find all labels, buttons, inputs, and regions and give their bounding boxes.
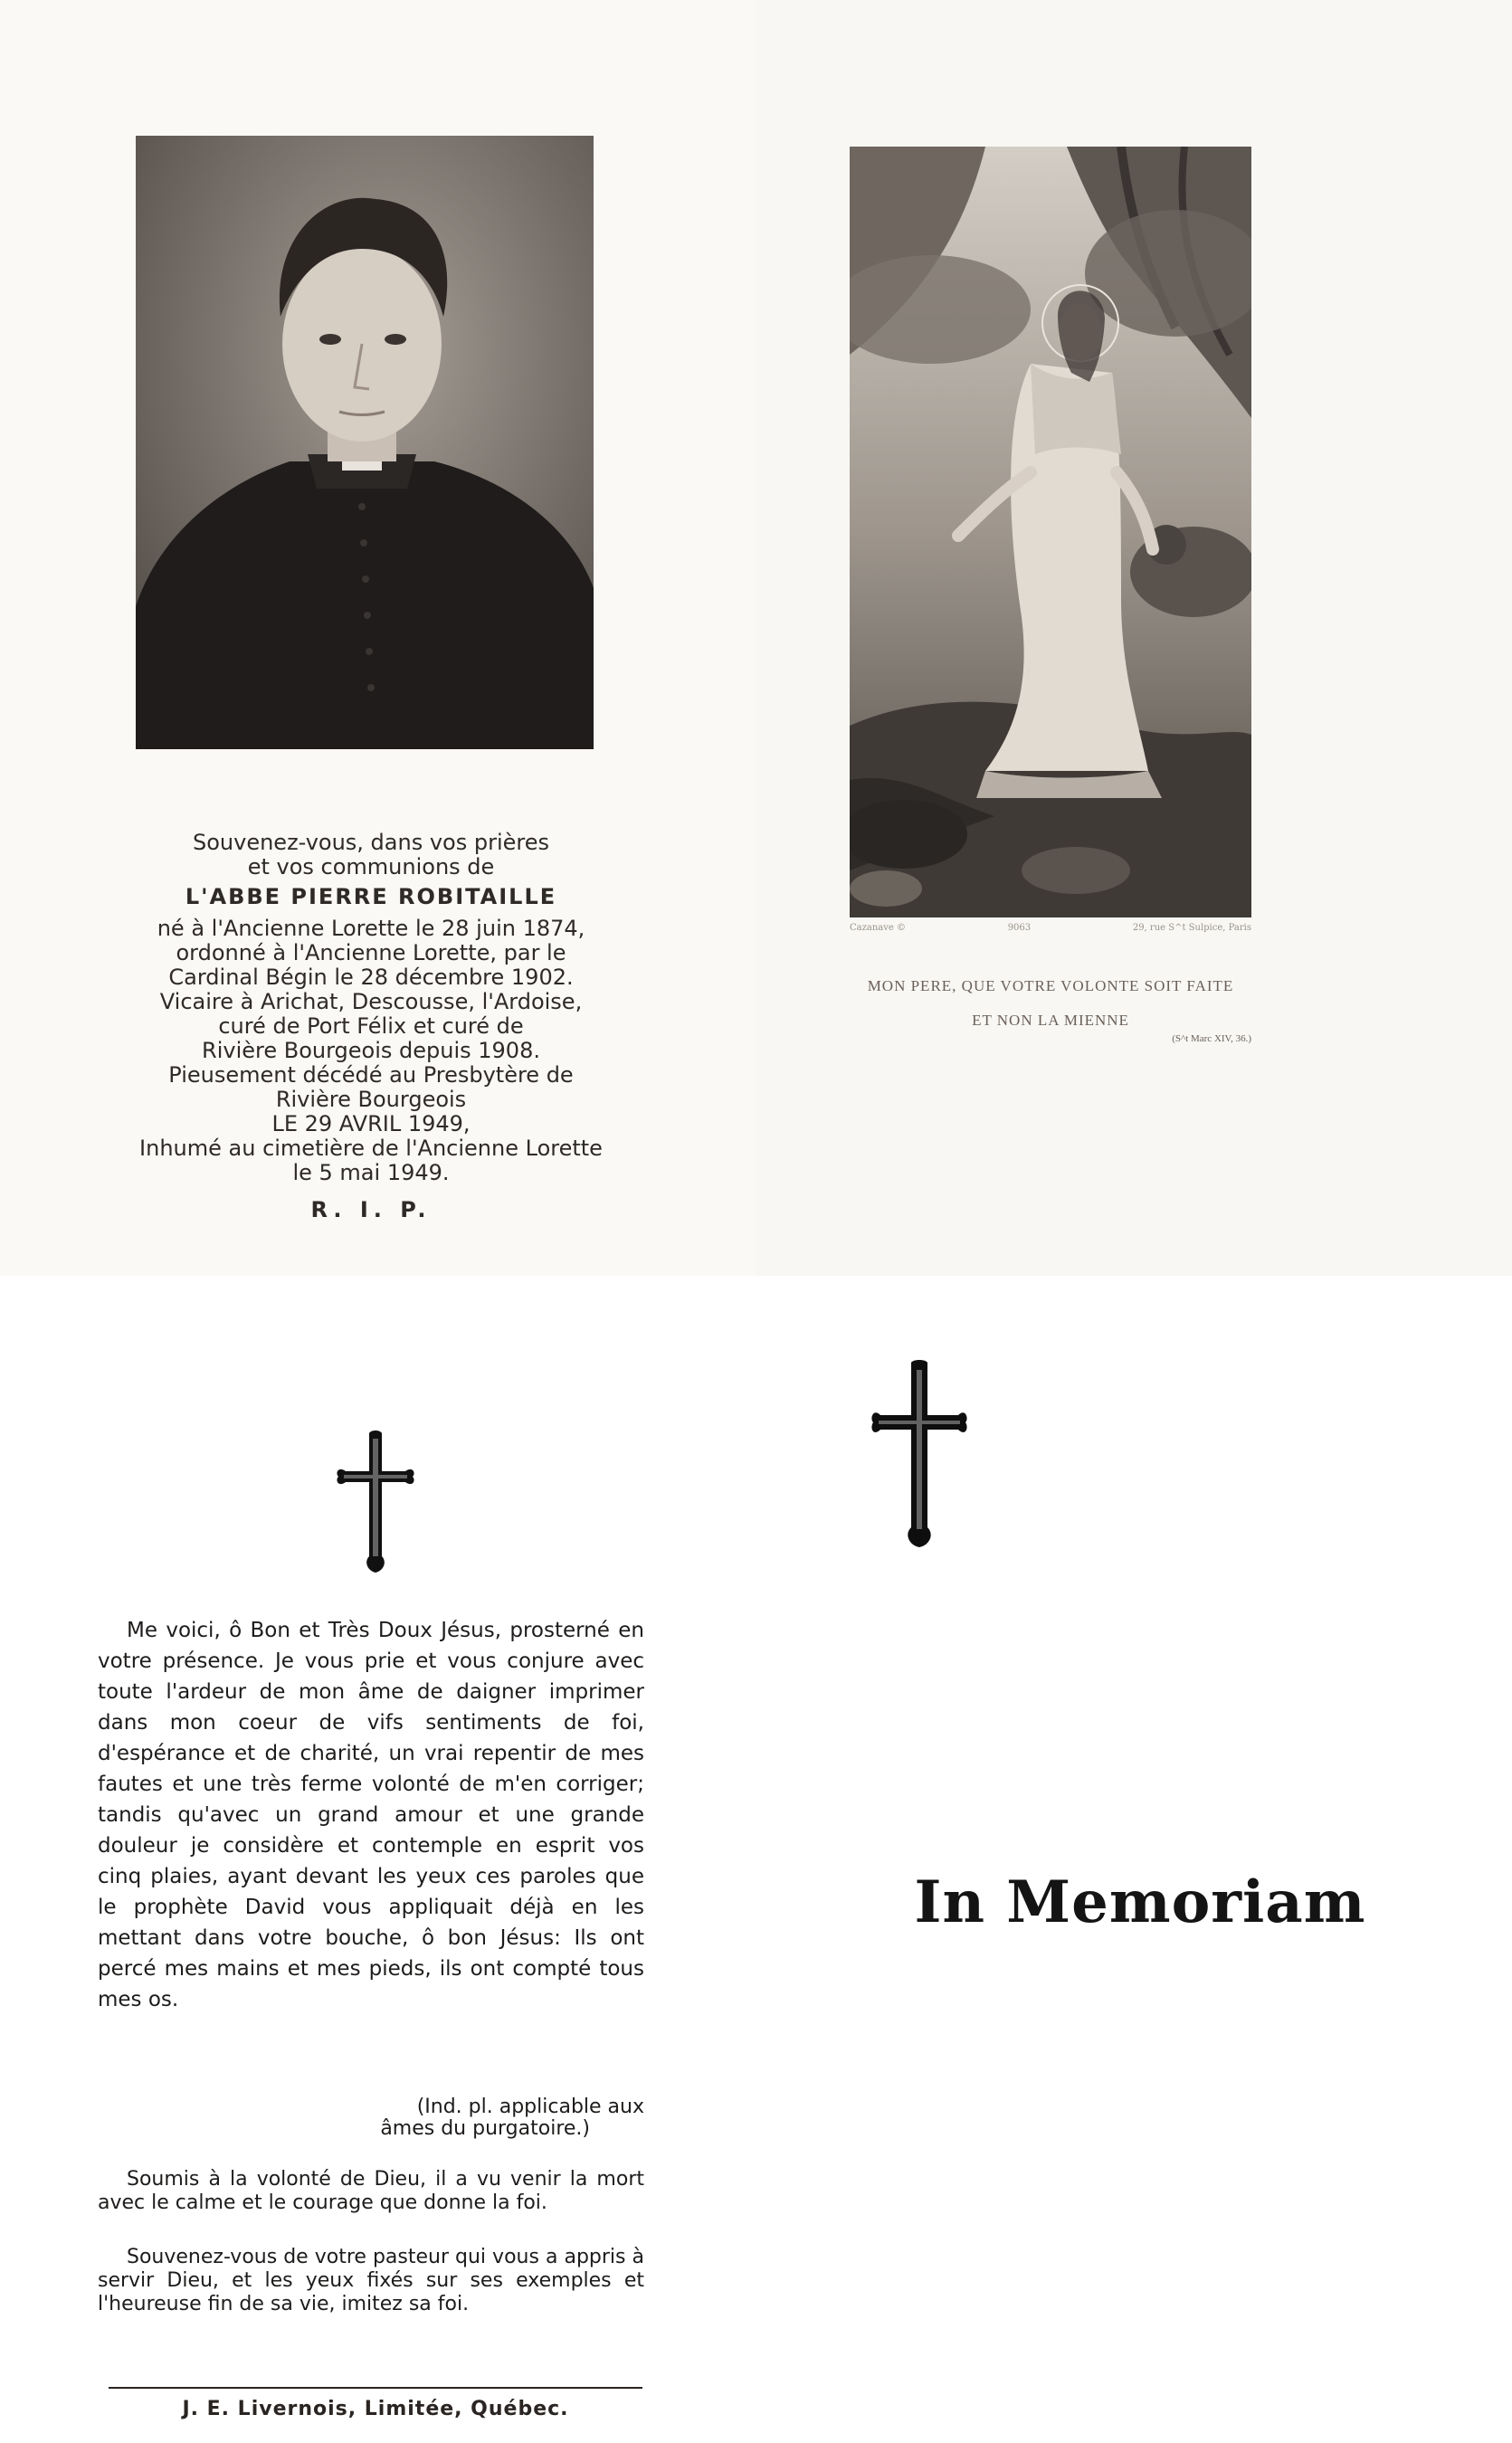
holy-card-front bbox=[756, 0, 1512, 1276]
caption-line: ET NON LA MIENNE bbox=[972, 1012, 1129, 1029]
bio-line: né à l'Ancienne Lorette le 28 juin 1874, bbox=[157, 916, 585, 941]
engraving-print-info bbox=[850, 923, 1251, 933]
memorial-text bbox=[90, 831, 651, 1222]
bio-line: Vicaire à Arichat, Descousse, l'Ardoise, bbox=[159, 989, 583, 1014]
bio-line: curé de Port Félix et curé de bbox=[218, 1013, 524, 1039]
engraving-publisher: 29, rue S^t Sulpice, Paris bbox=[1132, 923, 1251, 933]
bio-line: Rivière Bourgeois depuis 1908. bbox=[202, 1038, 540, 1063]
memorial-card-back bbox=[0, 1276, 756, 2443]
bio-line: Rivière Bourgeois bbox=[275, 1087, 467, 1112]
closing-paragraph: Souvenez-vous de votre pasteur qui vous a appris à servir Dieu, et les yeux fixés sur ses exemples et l'heureuse fin de sa vie, imitez sa foi. bbox=[98, 2246, 644, 2315]
cross-icon bbox=[335, 1430, 416, 1574]
bio-line: le 5 mai 1949. bbox=[292, 1160, 450, 1185]
in-memoriam-title: In Memoriam bbox=[914, 1868, 1366, 1936]
prayer-text: Me voici, ô Bon et Très Doux Jésus, prosterné en votre présence. Je vous prie et vous conjure avec toute l'ardeur de mon âme de daigner imprimer dans mon coeur de vifs sentiments de foi, d'espérance et de charité, un vrai repentir de mes fautes et une très ferme volonté de m'en corriger; tandis qu'avec un grand amour et une grande douleur je considère et contemple en esprit vos cinq plaies, ayant devant les yeux ces paroles que le prophète David vous appliquait déjà en les mettant dans votre bouche, ô bon Jésus: Ils ont percé mes mains et mes pieds, ils ont compté tous mes os. bbox=[98, 1619, 644, 2011]
indulgence-note: âmes du purgatoire.) bbox=[380, 2117, 590, 2140]
engraving-number: 9063 bbox=[1007, 923, 1032, 933]
engraving-credit: Cazanave © bbox=[850, 923, 906, 933]
printer-credit: J. E. Livernois, Limitée, Québec. bbox=[182, 2398, 569, 2420]
priest-portrait-photo bbox=[136, 136, 594, 749]
closing-paragraph: Soumis à la volonté de Dieu, il a vu venir la mort avec le calme et le courage que donne la foi. bbox=[98, 2168, 644, 2214]
caption-line: MON PERE, QUE VOTRE VOLONTE SOIT FAITE bbox=[867, 977, 1234, 994]
bio-line: LE 29 AVRIL 1949, bbox=[271, 1111, 471, 1136]
gethsemane-engraving bbox=[850, 147, 1251, 917]
divider-rule bbox=[109, 2387, 642, 2389]
cross-icon bbox=[870, 1359, 969, 1549]
caption-reference: (S^t Marc XIV, 36.) bbox=[1172, 1033, 1251, 1044]
rip-label: R. I. P. bbox=[310, 1197, 432, 1222]
bio-line: Cardinal Bégin le 28 décembre 1902. bbox=[168, 965, 574, 990]
memorial-card-front bbox=[0, 0, 756, 1276]
bio-line: Pieusement décédé au Presbytère de bbox=[168, 1062, 574, 1088]
indulgence-note: (Ind. pl. applicable aux bbox=[416, 2096, 644, 2118]
bio-line: Inhumé au cimetière de l'Ancienne Lorette bbox=[139, 1136, 603, 1161]
intro-line: et vos communions de bbox=[247, 854, 495, 879]
intro-line: Souvenez-vous, dans vos prières bbox=[193, 830, 549, 855]
holy-card-back bbox=[756, 1276, 1512, 2443]
deceased-name: L'ABBE PIERRE ROBITAILLE bbox=[185, 884, 557, 909]
bio-line: ordonné à l'Ancienne Lorette, par le bbox=[176, 940, 566, 965]
